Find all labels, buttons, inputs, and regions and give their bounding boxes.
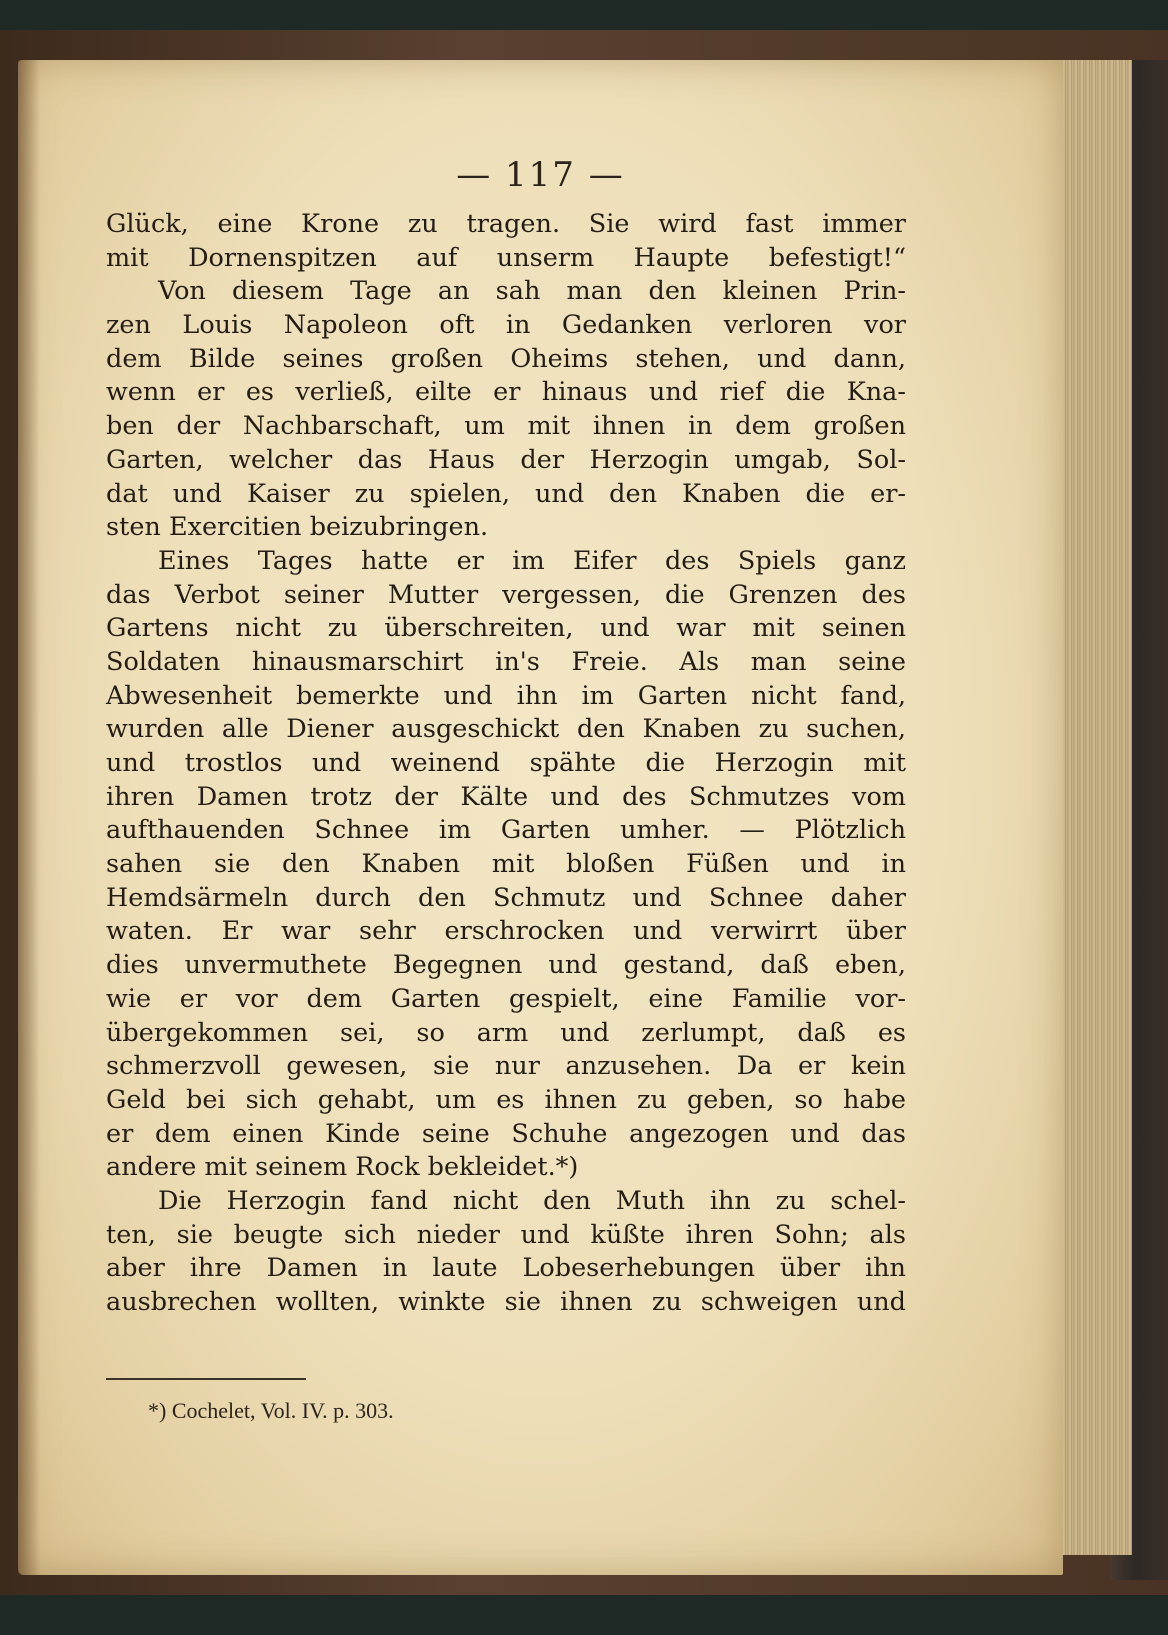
text-line: Geld bei sich gehabt, um es ihnen zu geben, so habe — [106, 1084, 906, 1115]
footnote: *) Cochelet, Vol. IV. p. 303. — [148, 1398, 394, 1423]
text-line: sahen sie den Knaben mit bloßen Füßen und in — [106, 849, 906, 880]
text-line: zen Louis Napoleon oft in Gedanken verloren vor — [106, 310, 906, 341]
text-line: mit Dornenspitzen auf unserm Haupte befestigt!“ — [106, 242, 906, 273]
text-line: ben der Nachbarschaft, um mit ihnen in dem großen — [106, 411, 906, 442]
text-line: aber ihre Damen in laute Lobeserhebungen über ihn — [106, 1253, 906, 1284]
text-line: Hemdsärmeln durch den Schmutz und Schnee daher — [106, 882, 906, 913]
text-line: Glück, eine Krone zu tragen. Sie wird fast immer — [106, 209, 906, 239]
text-line: Gartens nicht zu überschreiten, und war mit seinen — [106, 613, 906, 644]
text-line: wenn er es verließ, eilte er hinaus und rief die Kna- — [106, 377, 906, 408]
book-page — [18, 60, 1063, 1575]
text-line: wurden alle Diener ausgeschickt den Knaben zu suchen, — [106, 714, 906, 745]
text-line: waten. Er war sehr erschrocken und verwirrt über — [106, 916, 906, 947]
text-line: schmerzvoll gewesen, sie nur anzusehen. Da er kein — [106, 1051, 906, 1082]
text-line: dem Bilde seines großen Oheims stehen, und dann, — [106, 343, 906, 374]
text-line: andere mit seinem Rock bekleidet.*) — [106, 1152, 579, 1183]
text-line: Garten, welcher das Haus der Herzogin umgab, Sol- — [106, 444, 906, 475]
text-line: ihren Damen trotz der Kälte und des Schmutzes vom — [106, 781, 906, 812]
body-text — [106, 208, 906, 1320]
text-line: Die Herzogin fand nicht den Muth ihn zu schel- — [158, 1185, 906, 1216]
page-number: — 117 — — [456, 155, 625, 195]
text-line: wie er vor dem Garten gespielt, eine Familie vor- — [106, 983, 906, 1014]
text-line: übergekommen sei, so arm und zerlumpt, daß es — [106, 1017, 906, 1048]
footnote-rule — [106, 1378, 306, 1380]
text-line: Von diesem Tage an sah man den kleinen Prin- — [158, 276, 906, 307]
text-line: aufthauenden Schnee im Garten umher. — Plötzlich — [106, 815, 906, 846]
text-line: Soldaten hinausmarschirt in's Freie. Als man seine — [106, 646, 906, 677]
text-line: Eines Tages hatte er im Eifer des Spiels ganz — [158, 545, 906, 576]
text-line: das Verbot seiner Mutter vergessen, die Grenzen des — [106, 579, 906, 610]
text-line: dat und Kaiser zu spielen, und den Knaben die er- — [106, 478, 906, 509]
text-line: Abwesenheit bemerkte und ihn im Garten nicht fand, — [106, 680, 906, 711]
text-line: dies unvermuthete Begegnen und gestand, daß eben, — [106, 950, 906, 981]
text-line: sten Exercitien beizubringen. — [106, 512, 489, 543]
text-line: ausbrechen wollten, winkte sie ihnen zu schweigen und — [106, 1287, 906, 1317]
text-line: ten, sie beugte sich nieder und küßte ihren Sohn; als — [106, 1219, 906, 1250]
page-gutter — [18, 60, 40, 1575]
text-line: er dem einen Kinde seine Schuhe angezogen und das — [106, 1118, 906, 1149]
text-line: und trostlos und weinend spähte die Herzogin mit — [106, 748, 906, 778]
